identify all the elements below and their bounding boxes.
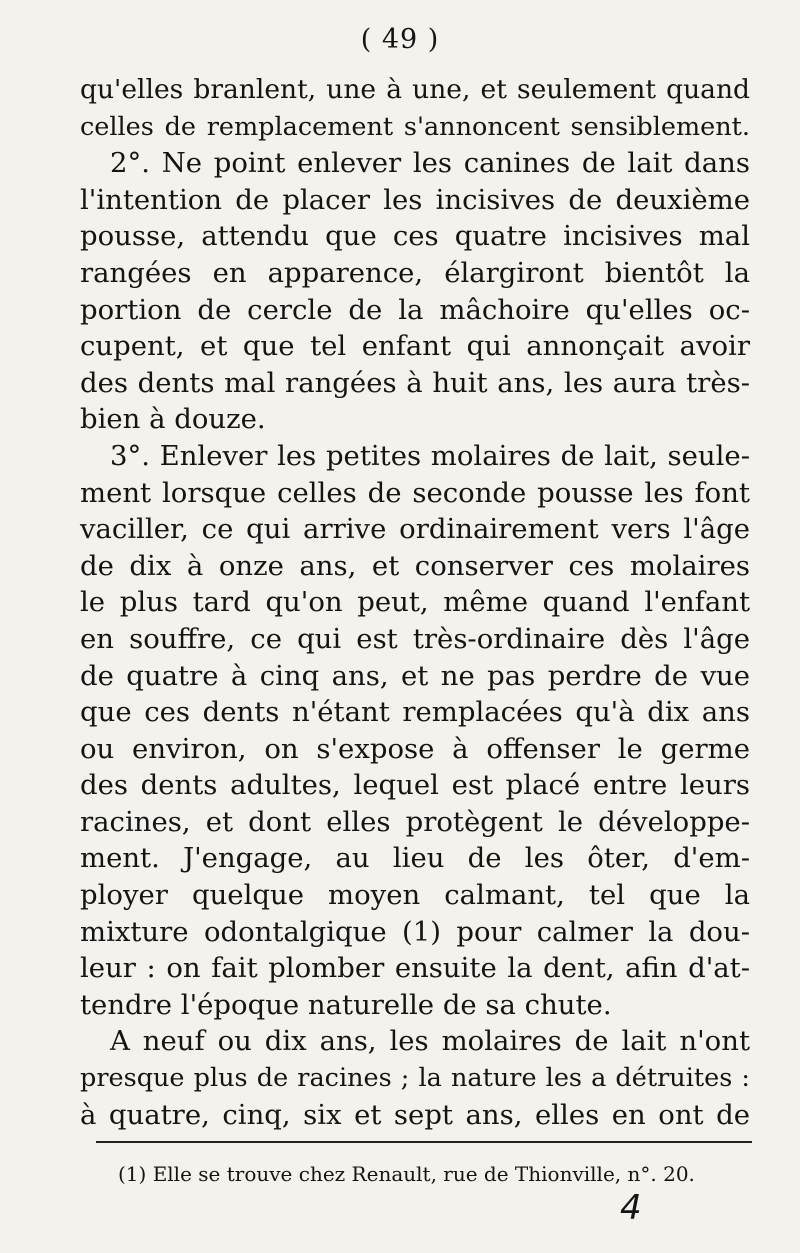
text-line: le plus tard qu'on peut, même quand l'enfant <box>80 586 750 619</box>
text-line: en souffre, ce qui est très-ordinaire dès l'âge <box>80 622 750 655</box>
text-line: presque plus de racines ; la nature les a détruites : <box>80 1063 750 1094</box>
text-line: bien à douze. <box>80 403 266 436</box>
text-line: ment. J'engage, au lieu de les ôter, d'em- <box>80 842 750 875</box>
text-line: ployer quelque moyen calmant, tel que la <box>80 879 750 912</box>
text-line: l'intention de placer les incisives de deuxième <box>80 183 750 216</box>
text-line: cupent, et que tel enfant qui annonçait avoir <box>80 330 750 363</box>
text-line: des dents mal rangées à huit ans, les aura très- <box>80 366 750 399</box>
text-line: pousse, attendu que ces quatre incisives mal <box>80 220 750 253</box>
text-line: tendre l'époque naturelle de sa chute. <box>80 988 612 1021</box>
text-line: vaciller, ce qui arrive ordinairement vers l'âge <box>80 513 750 546</box>
body-text <box>80 72 750 1133</box>
text-line: des dents adultes, lequel est placé entre leurs <box>80 769 750 802</box>
text-line: celles de remplacement s'annoncent sensiblement. <box>80 111 750 142</box>
text-line: qu'elles branlent, une à une, et seulement quand <box>80 74 750 105</box>
footnote: (1) Elle se trouve chez Renault, rue de Thionville, n°. 20. <box>118 1162 695 1186</box>
signature-mark: 4 <box>620 1188 642 1228</box>
text-line: leur : on fait plomber ensuite la dent, afin d'at- <box>80 952 750 985</box>
text-line: à quatre, cinq, six et sept ans, elles en ont de <box>80 1098 750 1131</box>
text-line: portion de cercle de la mâchoire qu'elles oc- <box>80 293 750 326</box>
text-line: que ces dents n'étant remplacées qu'à dix ans <box>80 696 750 729</box>
text-line: 3°. Enlever les petites molaires de lait, seule- <box>110 439 750 472</box>
footnote-divider <box>96 1141 752 1143</box>
text-line: A neuf ou dix ans, les molaires de lait n'ont <box>110 1025 750 1058</box>
text-line: ment lorsque celles de seconde pousse les font <box>80 476 750 509</box>
text-line: 2°. Ne point enlever les canines de lait dans <box>110 147 750 180</box>
text-line: de dix à onze ans, et conserver ces molaires <box>80 549 750 582</box>
text-line: rangées en apparence, élargiront bientôt la <box>80 256 750 289</box>
text-line: mixture odontalgique (1) pour calmer la dou- <box>80 915 750 948</box>
text-line: ou environ, on s'expose à offenser le germe <box>80 732 750 765</box>
text-line: racines, et dont elles protègent le développe- <box>80 805 750 838</box>
text-line: de quatre à cinq ans, et ne pas perdre de vue <box>80 659 750 692</box>
page-header: ( 49 ) <box>360 24 440 55</box>
